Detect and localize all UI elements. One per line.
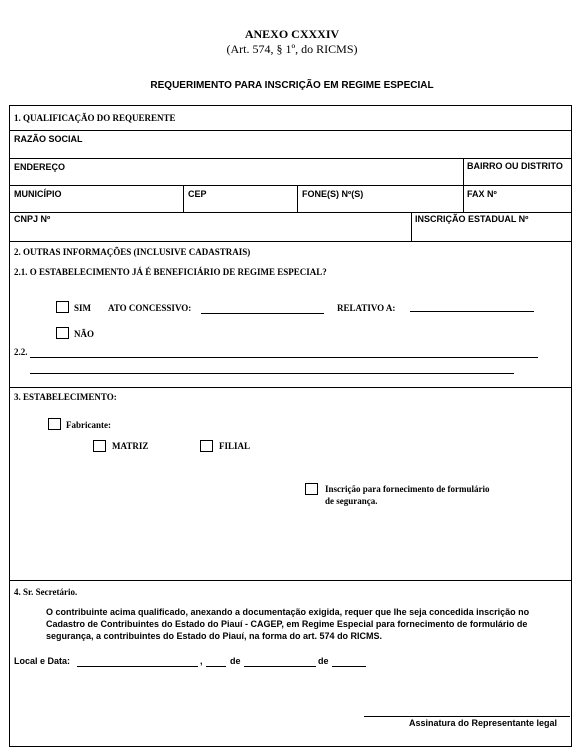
fabricante-checkbox[interactable] [48, 418, 61, 430]
info-field-line-1[interactable] [30, 357, 538, 358]
sim-checkbox[interactable] [56, 301, 69, 313]
bairro-label: BAIRRO OU DISTRITO [467, 161, 563, 171]
question-2-1: 2.1. O ESTABELECIMENTO JÁ É BENEFICIÁRIO DE REGIME ESPECIAL? [14, 267, 327, 277]
divider [9, 387, 572, 388]
endereco-label: ENDEREÇO [14, 162, 66, 172]
question-2-2: 2.2. [14, 347, 28, 357]
inscricao-estadual-label: INSCRIÇÃO ESTADUAL Nº [415, 214, 529, 224]
inscricao-formulario-checkbox[interactable] [305, 483, 318, 495]
relativo-field[interactable] [410, 311, 534, 312]
local-field[interactable] [77, 666, 198, 667]
fabricante-label: Fabricante: [66, 420, 111, 430]
annex-number: ANEXO CXXXIV [244, 27, 340, 41]
cep-label: CEP [188, 189, 207, 199]
divider [9, 580, 572, 581]
divider [9, 241, 572, 242]
divider [463, 185, 464, 212]
fax-label: FAX Nº [467, 189, 497, 199]
matriz-checkbox[interactable] [93, 440, 106, 452]
sim-label: SIM [74, 303, 92, 313]
year-field[interactable] [332, 666, 366, 667]
section2-heading: 2. OUTRAS INFORMAÇÕES (INCLUSIVE CADASTRAIS) [14, 247, 251, 257]
info-field-line-2[interactable] [30, 373, 514, 374]
municipio-label: MUNICÍPIO [14, 189, 62, 199]
section3-heading: 3. ESTABELECIMENTO: [14, 392, 117, 402]
document-title: REQUERIMENTO PARA INSCRIÇÃO EM REGIME ESPECIAL [150, 80, 434, 91]
ato-concessivo-label: ATO CONCESSIVO: [108, 303, 192, 313]
comma: , [200, 656, 203, 666]
signature-label: Assinatura do Representante legal [409, 718, 558, 728]
local-data-label: Local e Data: [14, 656, 71, 666]
inscricao-formulario-label-2: de segurança. [325, 496, 378, 506]
nao-label: NÃO [74, 329, 94, 339]
legal-reference: (Art. 574, § 1º, do RICMS) [226, 42, 358, 56]
divider [297, 185, 298, 212]
inscricao-formulario-label-1: Inscrição para fornecimento de formulário [325, 484, 490, 494]
signature-line[interactable] [364, 716, 570, 717]
filial-checkbox[interactable] [200, 440, 213, 452]
filial-label: FILIAL [219, 441, 251, 451]
fone-label: FONE(S) Nº(S) [302, 189, 364, 199]
relativo-label: RELATIVO A: [337, 303, 396, 313]
matriz-label: MATRIZ [112, 441, 149, 451]
ato-concessivo-field[interactable] [201, 313, 324, 314]
de-label-1: de [230, 656, 241, 666]
divider [9, 158, 572, 159]
section1-heading: 1. QUALIFICAÇÃO DO REQUERENTE [14, 113, 176, 123]
divider [9, 130, 572, 131]
razao-social-label: RAZÃO SOCIAL [14, 134, 83, 144]
divider [411, 212, 412, 241]
nao-checkbox[interactable] [56, 327, 69, 339]
divider [9, 212, 572, 213]
request-paragraph: O contribuinte acima qualificado, anexando a documentação exigida, requer que lhe seja concedida inscrição no Cadastro de Contribuintes do Estado do Piauí - CAGEP, em Regime Especial para fornecimento de formulário de segurança, a contribuintes do Estado do Piauí, na forma do art. 574 do RICMS. [46, 607, 530, 641]
divider [183, 185, 184, 212]
day-field[interactable] [206, 666, 226, 667]
divider [9, 185, 572, 186]
cnpj-label: CNPJ Nº [14, 214, 51, 224]
divider [463, 158, 464, 185]
section4-heading: 4. Sr. Secretário. [14, 587, 78, 597]
month-field[interactable] [244, 666, 316, 667]
de-label-2: de [318, 656, 329, 666]
